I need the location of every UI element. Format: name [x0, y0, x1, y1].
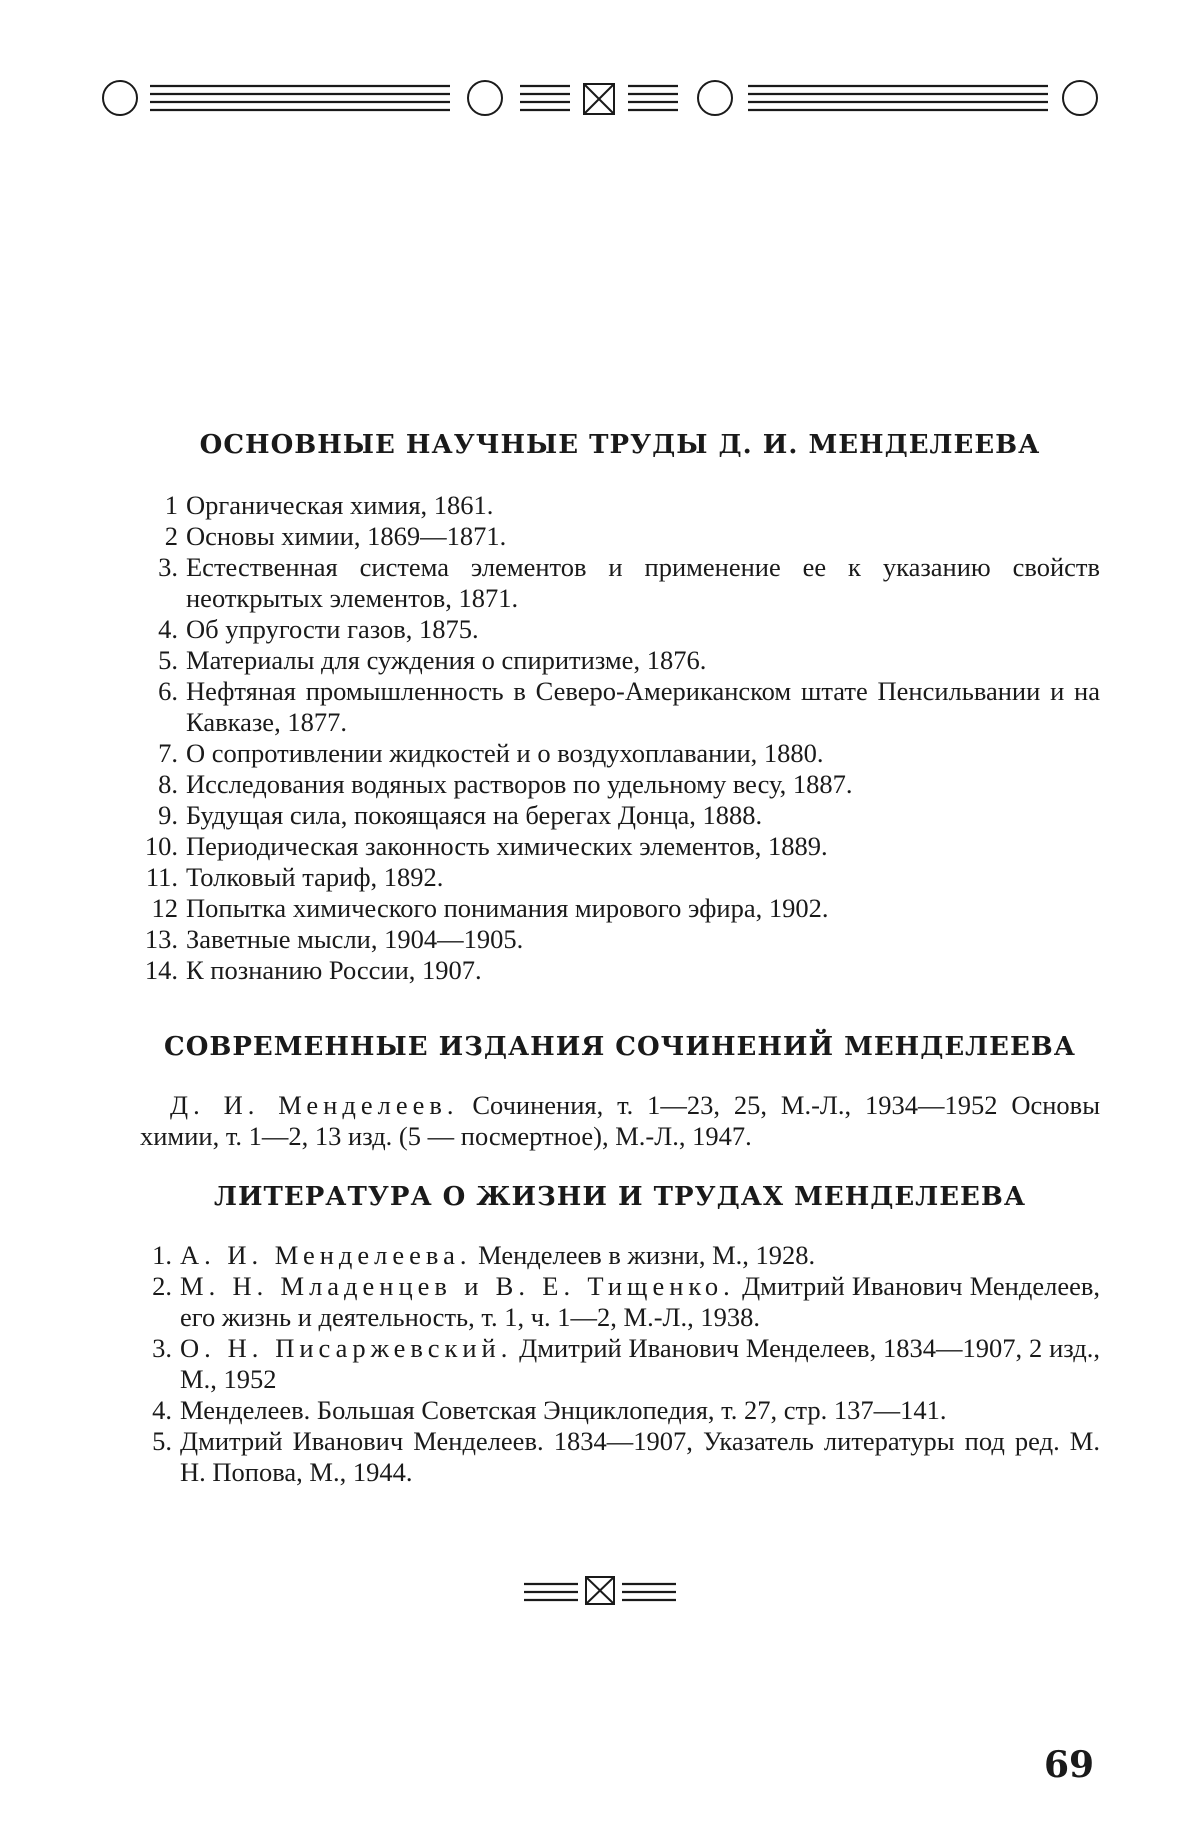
literature-list: [140, 1240, 1100, 1488]
item-title: Дмитрий Иванович Менделеев, 1834—1907, 2 изд., М., 1952: [180, 1333, 1100, 1394]
item-number: 1: [140, 490, 186, 521]
item-text: [180, 1333, 1100, 1395]
works-list: [140, 490, 1100, 986]
item-text: Толковый тариф, 1892.: [186, 862, 1100, 893]
item-text: [180, 1240, 1100, 1271]
section-title-literature: ЛИТЕРАТУРА О ЖИЗНИ И ТРУДАХ МЕНДЕЛЕЕВА: [140, 1182, 1100, 1212]
editions-paragraph: [140, 1090, 1100, 1152]
item-number: 5.: [140, 1426, 180, 1488]
item-number: 3.: [140, 552, 186, 614]
item-text: Материалы для суждения о спиритизме, 1876.: [186, 645, 1100, 676]
item-author: О. Н. Писаржевский.: [180, 1333, 512, 1363]
item-text: Исследования водяных растворов по удельному весу, 1887.: [186, 769, 1100, 800]
page-content: [140, 430, 1100, 1488]
item-number: 8.: [140, 769, 186, 800]
item-text: Нефтяная промышленность в Северо-Американском штате Пенсильвании и на Кавказе, 1877.: [186, 676, 1100, 738]
item-author: А. И. Менделеева.: [180, 1240, 471, 1270]
item-number: 7.: [140, 738, 186, 769]
item-title: Менделеев в жизни, М., 1928.: [478, 1240, 815, 1270]
item-number: 10.: [140, 831, 186, 862]
item-text: Естественная система элементов и применение ее к указанию свойств неоткрытых элементов, 1871.: [186, 552, 1100, 614]
item-number: 11.: [140, 862, 186, 893]
item-number: 4.: [140, 1395, 180, 1426]
item-number: 3.: [140, 1333, 180, 1395]
list-item: [140, 490, 1100, 521]
list-item: [140, 614, 1100, 645]
bottom-ornament: [522, 1572, 678, 1608]
item-text: Дмитрий Иванович Менделеев. 1834—1907, Указатель литературы под ред. М. Н. Попова, М., 1944.: [180, 1426, 1100, 1488]
item-text: Основы химии, 1869—1871.: [186, 521, 1100, 552]
list-item: [140, 676, 1100, 738]
item-text: К познанию России, 1907.: [186, 955, 1100, 986]
page-number: 69: [1044, 1744, 1094, 1786]
item-text: Периодическая законность химических элементов, 1889.: [186, 831, 1100, 862]
list-item: [140, 1395, 1100, 1426]
item-number: 2: [140, 521, 186, 552]
section-title-works: ОСНОВНЫЕ НАУЧНЫЕ ТРУДЫ Д. И. МЕНДЕЛЕЕВА: [140, 430, 1100, 460]
list-item: [140, 893, 1100, 924]
list-item: [140, 521, 1100, 552]
list-item: [140, 645, 1100, 676]
item-text: Органическая химия, 1861.: [186, 490, 1100, 521]
list-item: [140, 738, 1100, 769]
item-number: 1.: [140, 1240, 180, 1271]
item-text: Об упругости газов, 1875.: [186, 614, 1100, 645]
item-number: 13.: [140, 924, 186, 955]
section-title-editions: СОВРЕМЕННЫЕ ИЗДАНИЯ СОЧИНЕНИЙ МЕНДЕЛЕЕВА: [140, 1032, 1100, 1062]
item-number: 6.: [140, 676, 186, 738]
list-item: [140, 924, 1100, 955]
list-item: [140, 1240, 1100, 1271]
list-item: [140, 955, 1100, 986]
item-author: М. Н. Младенцев и В. Е. Тищенко.: [180, 1271, 735, 1301]
item-number: 4.: [140, 614, 186, 645]
item-text: Попытка химического понимания мирового эфира, 1902.: [186, 893, 1100, 924]
item-number: 2.: [140, 1271, 180, 1333]
item-text: [180, 1271, 1100, 1333]
item-text: Будущая сила, покоящаяся на берегах Донца, 1888.: [186, 800, 1100, 831]
list-item: [140, 769, 1100, 800]
list-item: [140, 1271, 1100, 1333]
list-item: [140, 831, 1100, 862]
item-number: 12: [140, 893, 186, 924]
item-text: Менделеев. Большая Советская Энциклопедия, т. 27, стр. 137—141.: [180, 1395, 1100, 1426]
list-item: [140, 552, 1100, 614]
list-item: [140, 1333, 1100, 1395]
item-text: Заветные мысли, 1904—1905.: [186, 924, 1100, 955]
book-page: [0, 0, 1200, 1843]
item-text: О сопротивлении жидкостей и о воздухоплавании, 1880.: [186, 738, 1100, 769]
item-title: Дмитрий Иванович Менделеев, его жизнь и деятельность, т. 1, ч. 1—2, М.-Л., 1938.: [180, 1271, 1100, 1332]
editions-text: Сочинения, т. 1—23, 25, М.-Л., 1934—1952 Основы химии, т. 1—2, 13 изд. (5 — посмертное), М.-Л., 1947.: [140, 1090, 1100, 1151]
item-number: 14.: [140, 955, 186, 986]
list-item: [140, 1426, 1100, 1488]
item-number: 5.: [140, 645, 186, 676]
list-item: [140, 800, 1100, 831]
item-number: 9.: [140, 800, 186, 831]
editions-author: Д. И. Менделеев.: [140, 1090, 458, 1120]
top-ornament: [100, 72, 1100, 124]
list-item: [140, 862, 1100, 893]
